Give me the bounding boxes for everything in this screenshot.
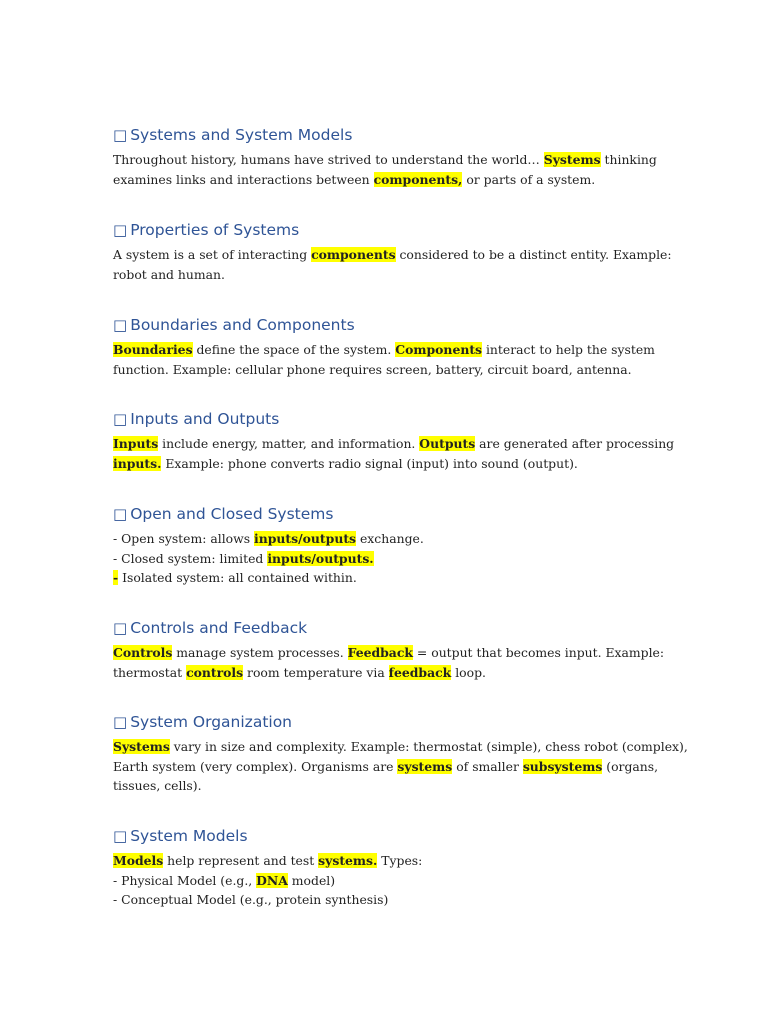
section-heading xyxy=(113,220,673,240)
body-text: - Open system: allows xyxy=(113,531,255,546)
highlighted-term: inputs/outputs. xyxy=(267,550,374,566)
section-4 xyxy=(113,409,673,473)
highlighted-term: Inputs xyxy=(113,436,159,451)
body-text: are generated after processing xyxy=(475,436,675,451)
body-text: examines links and interactions between xyxy=(113,171,374,187)
missing-glyph-icon: □ xyxy=(113,505,128,523)
section-2 xyxy=(113,220,673,284)
body-line xyxy=(113,340,673,360)
highlighted-term: Boundaries xyxy=(113,342,193,357)
missing-glyph-icon: □ xyxy=(113,410,128,428)
section-3 xyxy=(113,315,673,379)
highlighted-term: subsystems xyxy=(522,758,603,774)
body-line xyxy=(113,265,673,285)
highlighted-term: Systems xyxy=(543,152,601,167)
missing-glyph-icon: □ xyxy=(113,619,128,637)
highlighted-term: Controls xyxy=(113,645,173,660)
body-line xyxy=(113,245,673,265)
body-line xyxy=(113,643,673,663)
body-text: = output that becomes input. Example: xyxy=(412,645,665,660)
section-heading-text: Properties of Systems xyxy=(130,221,300,239)
highlighted-term: systems xyxy=(397,758,453,774)
section-heading-text: System Organization xyxy=(130,713,293,731)
body-line xyxy=(113,757,673,777)
body-text: define the space of the system. xyxy=(192,342,396,357)
body-text: Isolated system: all contained within. xyxy=(118,570,357,585)
section-7 xyxy=(113,712,688,796)
highlighted-term: Components xyxy=(395,342,483,357)
body-text: vary in size and complexity. Example: thermostat (simple), chess robot (complex), xyxy=(169,739,688,754)
section-heading-text: Systems and System Models xyxy=(130,126,353,144)
body-text: Earth system (very complex). Organisms are xyxy=(113,758,398,774)
missing-glyph-icon: □ xyxy=(113,713,128,731)
body-text: thermostat xyxy=(113,664,187,680)
body-text: Throughout history, humans have strived to understand the world… xyxy=(113,152,544,167)
section-heading-text: Boundaries and Components xyxy=(130,316,355,334)
body-line xyxy=(113,529,673,549)
highlighted-term: Models xyxy=(113,853,164,868)
section-heading-text: Controls and Feedback xyxy=(130,619,308,637)
missing-glyph-icon: □ xyxy=(113,221,128,239)
highlighted-term: systems. xyxy=(318,853,378,868)
body-line xyxy=(113,663,673,683)
section-heading xyxy=(113,315,673,335)
section-heading xyxy=(113,504,673,524)
body-line xyxy=(113,549,673,569)
missing-glyph-icon: □ xyxy=(113,827,128,845)
section-8 xyxy=(113,826,673,910)
section-heading xyxy=(113,712,673,732)
section-5 xyxy=(113,504,673,588)
body-text: tissues, cells). xyxy=(113,778,202,793)
body-line xyxy=(113,776,673,796)
section-heading-text: Inputs and Outputs xyxy=(130,410,280,428)
body-text: manage system processes. xyxy=(172,645,348,660)
missing-glyph-icon: □ xyxy=(113,316,128,334)
highlighted-term: Systems xyxy=(113,739,170,754)
section-heading-text: Open and Closed Systems xyxy=(130,505,334,523)
highlighted-term: Feedback xyxy=(347,645,413,660)
section-heading xyxy=(113,826,673,846)
highlighted-term: feedback xyxy=(388,664,452,680)
body-text: or parts of a system. xyxy=(462,171,596,187)
highlighted-term: components, xyxy=(373,171,463,187)
highlighted-term: components xyxy=(311,247,396,262)
body-text: interact to help the system xyxy=(482,342,655,357)
body-text: include energy, matter, and information. xyxy=(158,436,420,451)
body-text: - Conceptual Model (e.g., protein synthesis) xyxy=(113,892,389,907)
body-text: function. Example: cellular phone requires screen, battery, circuit board, antenna. xyxy=(113,361,632,377)
body-line xyxy=(113,737,688,757)
body-text: A system is a set of interacting xyxy=(113,247,312,262)
highlighted-term: controls xyxy=(186,664,244,680)
body-text: - Closed system: limited xyxy=(113,550,268,566)
body-line xyxy=(113,170,673,190)
body-text: room temperature via xyxy=(243,664,389,680)
body-line xyxy=(113,871,673,891)
body-text: (organs, xyxy=(602,758,659,774)
body-line xyxy=(113,890,673,910)
section-6 xyxy=(113,618,673,682)
section-heading-text: System Models xyxy=(130,827,248,845)
highlighted-term: - xyxy=(113,570,119,585)
body-text: thinking xyxy=(600,152,657,167)
highlighted-term: inputs/outputs xyxy=(254,531,357,546)
highlighted-term: inputs. xyxy=(113,455,162,471)
body-text: Example: phone converts radio signal (input) into sound (output). xyxy=(161,455,578,471)
highlighted-term: Outputs xyxy=(419,436,476,451)
body-line xyxy=(113,434,673,454)
body-text: help represent and test xyxy=(163,853,319,868)
section-1 xyxy=(113,125,673,189)
body-text: Types: xyxy=(377,853,423,868)
body-line xyxy=(113,150,673,170)
highlighted-term: DNA xyxy=(256,872,288,888)
body-text: robot and human. xyxy=(113,266,225,282)
body-text: loop. xyxy=(451,664,486,680)
section-heading xyxy=(113,125,673,145)
section-heading xyxy=(113,409,673,429)
body-text: model) xyxy=(287,872,336,888)
body-text: - Physical Model (e.g., xyxy=(113,872,257,888)
body-text: considered to be a distinct entity. Example: xyxy=(395,247,672,262)
body-line xyxy=(113,360,673,380)
section-heading xyxy=(113,618,673,638)
body-line xyxy=(113,851,673,871)
body-line xyxy=(113,568,673,588)
body-line xyxy=(113,454,673,474)
body-text: exchange. xyxy=(356,531,424,546)
body-text: of smaller xyxy=(452,758,523,774)
missing-glyph-icon: □ xyxy=(113,126,128,144)
